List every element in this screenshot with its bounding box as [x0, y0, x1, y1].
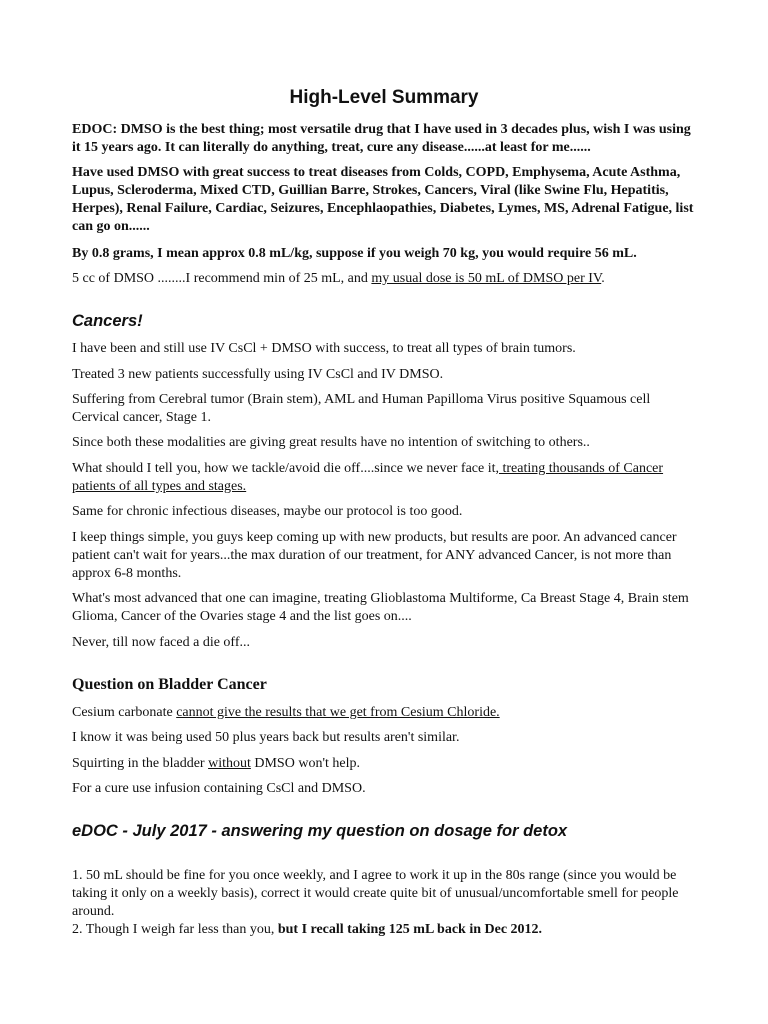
bladder-paragraph-3-end: DMSO won't help.: [250, 756, 360, 771]
cancers-paragraph-9: Never, till now faced a die off...: [72, 635, 251, 650]
intro-paragraph-2: Have used DMSO with great success to treat diseases from Colds, COPD, Emphysema, Acute Asthma, Lupus, Scleroderma, Mixed CTD, Guillian Barre, Strokes, Cancers, Viral (like Swine Flu, Hepatitis, Herpes), Renal Failure, Cardiac, Seizures, Encephlaopathies, Diabetes, Lymes, MS, Adrenal Fatigue, list can go on......: [72, 165, 694, 234]
cancers-paragraph-5: [72, 460, 698, 496]
bladder-paragraph-1: [72, 704, 698, 722]
bladder-paragraph-1-text: Cesium carbonate: [72, 705, 177, 720]
edoc-item-2-text: 2. Though I weigh far less than you,: [72, 922, 278, 937]
bladder-paragraph-3: [72, 755, 698, 773]
cancers-heading: Cancers!: [72, 312, 143, 330]
cancers-paragraph-6: Same for chronic infectious diseases, maybe our protocol is too good.: [72, 504, 463, 519]
cancers-paragraph-3: Suffering from Cerebral tumor (Brain stem), AML and Human Papilloma Virus positive Squamous cell Cervical cancer, Stage 1.: [72, 392, 651, 425]
edoc-item-1: 1. 50 mL should be fine for you once weekly, and I agree to work it up in the 80s range (since you would be taking it only on a weekly basis), correct it would create quite bit of unusual/uncomfortable smell for people around.: [72, 868, 679, 919]
bladder-paragraph-3-text: Squirting in the bladder: [72, 756, 209, 771]
intro-paragraph-1: EDOC: DMSO is the best thing; most versatile drug that I have used in 3 decades plus, wish I was using it 15 years ago. It can literally do anything, treat, cure any disease......at least for me......: [72, 122, 691, 155]
intro-paragraph-3: By 0.8 grams, I mean approx 0.8 mL/kg, suppose if you weigh 70 kg, you would require 56 mL.: [72, 246, 637, 261]
edoc-item-2: [72, 921, 698, 939]
usual-dose-underlined: my usual dose is 50 mL of DMSO per IV: [371, 271, 602, 286]
cancers-paragraph-7: I keep things simple, you guys keep coming up with new products, but results are poor. An advanced cancer patient can't wait for years...the max duration of our treatment, for ANY advanced Cancer, is not more than approx 6-8 months.: [72, 530, 677, 581]
treating-thousands-underlined: treating thousands of Cancer patients of all types and stages.: [72, 461, 664, 494]
cancers-paragraph-1: I have been and still use IV CsCl + DMSO with success, to treat all types of brain tumors.: [72, 341, 576, 356]
edoc-heading: eDOC - July 2017 - answering my question on dosage for detox: [72, 822, 568, 840]
cancers-paragraph-8: What's most advanced that one can imagine, treating Glioblastoma Multiforme, Ca Breast Stage 4, Brain stem Glioma, Cancer of the Ovaries stage 4 and the list goes on....: [72, 591, 689, 624]
cesium-chloride-underlined: cannot give the results that we get from Cesium Chloride.: [176, 705, 500, 720]
intro-paragraph-4-text: 5 cc of DMSO ........I recommend min of 25 mL, and: [72, 271, 372, 286]
intro-paragraph-4-end: .: [601, 271, 605, 286]
cancers-paragraph-5-text: What should I tell you, how we tackle/avoid die off....since we never face it,: [72, 461, 499, 476]
intro-paragraph-4: [72, 270, 698, 288]
bladder-paragraph-2: I know it was being used 50 plus years back but results aren't similar.: [72, 730, 460, 745]
page-title: High-Level Summary: [289, 87, 479, 108]
bladder-heading: Question on Bladder Cancer: [72, 676, 267, 693]
cancers-paragraph-2: Treated 3 new patients successfully using IV CsCl and IV DMSO.: [72, 367, 444, 382]
cancers-paragraph-4: Since both these modalities are giving great results have no intention of switching to others..: [72, 435, 590, 450]
bladder-paragraph-4: For a cure use infusion containing CsCl and DMSO.: [72, 781, 366, 796]
edoc-item-2-bold: but I recall taking 125 mL back in Dec 2012.: [277, 922, 543, 937]
without-underlined: without: [208, 756, 251, 771]
